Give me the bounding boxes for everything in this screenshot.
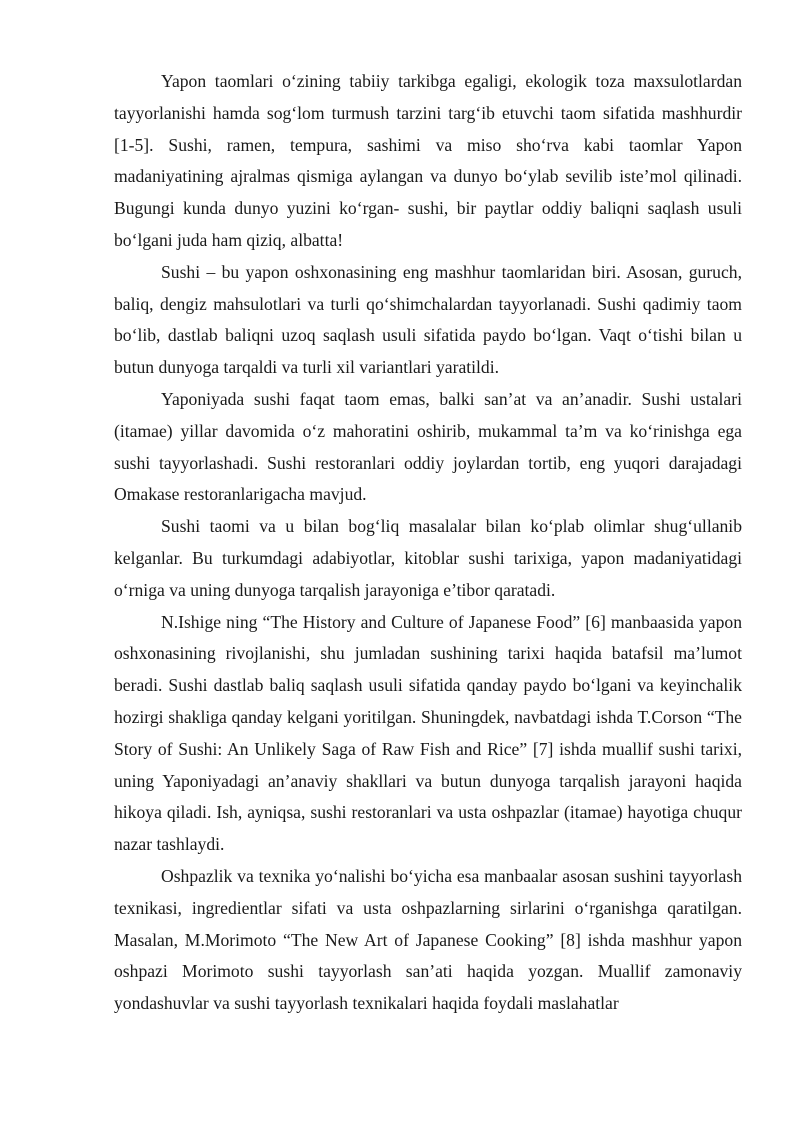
paragraph-sushi-definition: Sushi – bu yapon oshxonasining eng mashhur taomlaridan biri. Asosan, guruch, baliq, dengiz mahsulotlari va turli qo‘shimchalardan tayyorlanadi. Sushi qadimiy taom bo‘lib, dastlab baliqni uzoq saqlash usuli sifatida paydo bo‘lgan. Vaqt o‘tishi bilan u butun dunyoga tarqaldi va turli xil variantlari yaratildi.: [114, 261, 742, 378]
paragraph-intro: Yapon taomlari o‘zining tabiiy tarkibga egaligi, ekologik toza maxsulotlardan tayyorlanishi hamda sog‘lom turmush tarzini targ‘ib etuvchi taom sifatida mashhurdir [1-5]. Sushi, ramen, tempura, sashimi va miso sho‘rva kabi taomlar Yapon madaniyatining ajralmas qismiga aylangan va dunyo bo‘ylab sevilib iste’mol qilinadi. Bugungi kunda dunyo yuzini ko‘rgan- sushi, bir paytlar oddiy baliqni saqlash usuli bo‘lgani juda ham qiziq, albatta!: [114, 71, 742, 250]
paragraph-literature-history: N.Ishige ning “The History and Culture of Japanese Food” [6] manbaasida yapon oshxonasining rivojlanishi, shu jumladan sushining tarixi haqida batafsil ma’lumot beradi. Sushi dastlab baliq saqlash usuli sifatida qanday paydo bo‘lgani va keyinchalik hozirgi shakliga qanday kelgani yoritilgan. Shuningdek, navbatdagi ishda T.Corson “The Story of Sushi: An Unlikely Saga of Raw Fish and Rice” [7] ishda muallif sushi tarixi, uning Yaponiyadagi an’anaviy shakllari va butun dunyoga tarqalish jarayoni haqida hikoya qiladi. Ish, ayniqsa, sushi restoranlari va usta oshpazlar (itamae) hayotiga chuqur nazar tashlaydi.: [114, 611, 742, 855]
paragraph-cooking-technique: Oshpazlik va texnika yo‘nalishi bo‘yicha esa manbaalar asosan sushini tayyorlash texnikasi, ingredientlar sifati va usta oshpazlarning sirlarini o‘rganishga qaratilgan. Masalan, M.Morimoto “The New Art of Japanese Cooking” [8] ishda mashhur yapon oshpazi Morimoto sushi tayyorlash san’ati haqida yozgan. Muallif zamonaviy yondashuvlar va sushi tayyorlash texnikalari haqida foydali maslahatlar: [114, 865, 742, 1014]
document-body: [114, 66, 742, 1020]
paragraph-sushi-art: Yaponiyada sushi faqat taom emas, balki san’at va an’anadir. Sushi ustalari (itamae) yillar davomida o‘z mahoratini oshirib, mukammal ta’m va ko‘rinishga ega sushi tayyorlashadi. Sushi restoranlari oddiy joylardan tortib, eng yuqori darajadagi Omakase restoranlarigacha mavjud.: [114, 388, 742, 505]
paragraph-scholars: Sushi taomi va u bilan bog‘liq masalalar bilan ko‘plab olimlar shug‘ullanib kelganlar. Bu turkumdagi adabiyotlar, kitoblar sushi tarixiga, yapon madaniyatidagi o‘rniga va uning dunyoga tarqalish jarayoniga e’tibor qaratadi.: [114, 516, 742, 600]
